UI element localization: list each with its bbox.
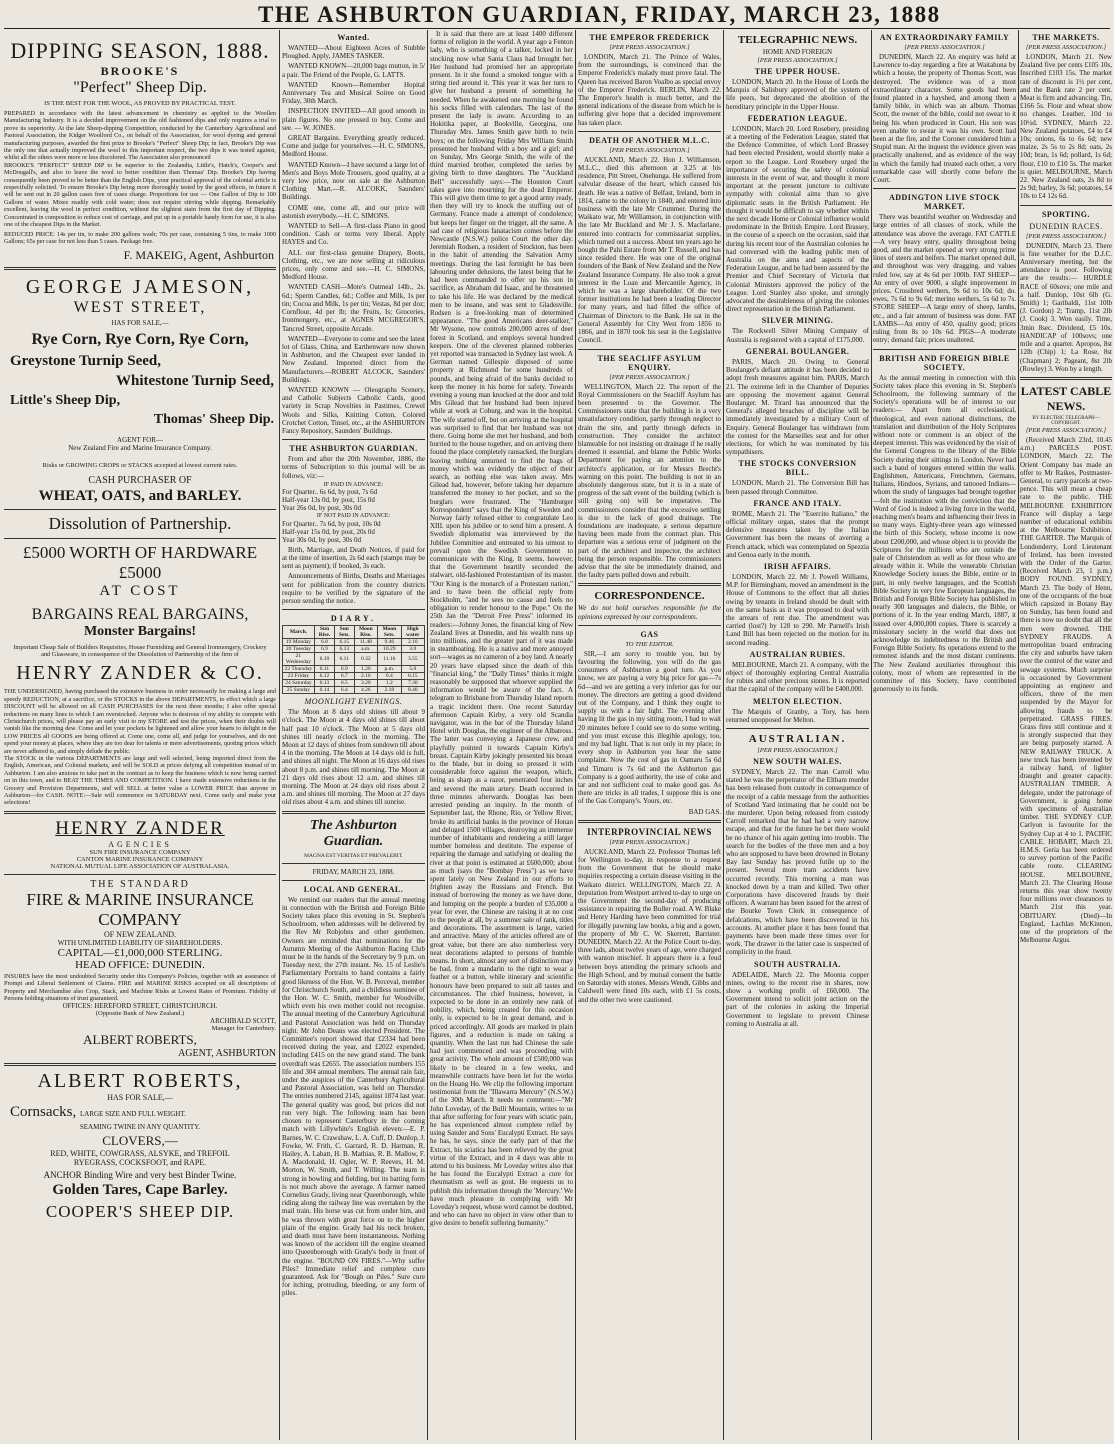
roberts-clovers: CLOVERS,—	[102, 1133, 178, 1149]
diary-cell: 0.32	[354, 653, 378, 666]
gas-signature: BAD GAS.	[688, 807, 721, 816]
diary-row	[283, 646, 425, 653]
divider	[4, 1063, 276, 1066]
roberts-cornsacks	[10, 1104, 270, 1121]
seacliff-text: WELLINGTON, March 22. The report of the Royal Commissioners on the Seacliff Asylum has been presented to the Governor. The Commissioners state that the building is in a very unsatisfactory condition, partly through neglect to drain the site, and partly through defects in construction. They consider the architect blameable for not insisting on drainage if he really deemed it essential, and blame the Public Works Department for paying an attention to the architect's application, or for Messrs Brecht's warning on this point. The building is not in an absolutely dangerous state, but it is in a state of progress of the salt event of the building (which is still going on) will be imperative. The commissioners consider that the excessive settling is due to the lack of good drainage. The foundations are inadequate, a serious departure having been made from the contract plan. This departure was a serious error of judgment on the part of the architect and inspector, the architect being the person responsible. The commissioners advise that the site be immediately drained, and the faulty parts pulled down and rebuilt.	[578, 382, 721, 580]
standard-opposite: (Opposite Bank of New Zealand.)	[95, 1010, 185, 1018]
boulanger-heading: GENERAL BOULANGER.	[745, 346, 850, 356]
bible-society-heading: BRITISH AND FOREIGN BIBLE SOCIETY.	[879, 353, 1010, 372]
press-association: [PER PRESS ASSOCIATION.]	[1025, 426, 1107, 434]
death-text: AUCKLAND, March 22. Hon J. Williamson, M.L.C., died this afternoon at 3.25 at his residence, Pitt Street, Onehunga. He suffered from valvular disease of the heart, which caused his death. He was a native of Belfast, Ireland, born in 1814, came to the colony in 1840, and entered into business with the late Mr Crummer. During the Waikato war, Mr Williamson, in conjunction with the late Mr Buckland and Mr J. S. Macfarlane, entered into contracts for commissariat supplies, which turned out a success. About ten years ago he bought the Pahi Estate from Mr T. Russell, and has since resided there. He was one of the original founders of the Bank of New Zealand and the New Zealand Insurance Company. He also took a great interest in the Loan and Mercantile Agency, in which he was a large shareholder. Of the two former institutions he had been a leading Director for many years, and had filled the office of Chairman of Directors to the Bank. He sat in the General Assembly for City West from 1856 to 1866, and in 1870 took his seat in the Legislative Council.	[578, 155, 721, 345]
diary-cell: 1.2	[378, 680, 401, 687]
column-divider	[871, 30, 872, 1440]
moonlight-text: The Moon at 8 days old shines till about 9 o'clock. The Moon at 4 days old shines till about half past 10 o'clock. The Moon at 5 days old shines till nearly o'clock in the morning. The Moon at 12 days of shines from sundown till about 4 in the morning. The Moon at 14 days old is full, and shines all night. The Moon at 16 days old rises about 8 p.m. and shines till morning. The Moon at 21 days old rises about 12 a.m. and shines till morning. The Moon at 24 days old rises about 2 a.m. and shines till morning. The Moon at 27 days old rises about 4 a.m. and shines till sunrise.	[282, 708, 425, 807]
rate-row: Year 26s 0d, by post, 30s 0d	[282, 503, 362, 512]
diary-cell: 10.29	[378, 646, 401, 653]
diary-cell: 6.9	[314, 646, 334, 653]
dissolution-heading: Dissolution of Partnership.	[48, 514, 232, 534]
wanted-ad: WANTED CASH—Mote's Oatmeal 14lb., 2s. 6d.; Sperm Candles, 6d.; Coffee and Milk, 1s per tin; Cocoa and Milk, 1s per tin; Vestas, 8d per doz; Cornflour, 4d per lb; the Fruits, Is; Groceries, Ironmongery, etc., at AGNES MCGREGOR'S, Tancred Street, opposite Arcade.	[282, 283, 425, 333]
jameson-street: WEST STREET,	[73, 299, 207, 317]
silver-heading: SILVER MINING.	[761, 316, 834, 326]
diary-cell: a.m.	[354, 646, 378, 653]
important-sale: Important Cheap Sale of Builders Requisites, House Furnishing and General Ironmongery, Crockery and Glassware, in consequence of the Dissolution of Partnership of the firm of	[13, 644, 267, 659]
news-column	[578, 30, 721, 1440]
interprovincial-text: AUCKLAND, March 22. Professor Thomas left for Wellington to-day, in response to a request from the Government that he should make inquiries respecting a certain disease visiting in the Waikato district. WELLINGTON, March 22. A deputation from Westport arrived to-day to urge on the Government the second-day of producing assistance in repairing the Buller road. A W. Blake and Henry Harding have been committed for trial for illegally pawning law books, a big and a gown, the property of Mr C. W. Skerrett, Barrister. DUNEDIN, March 22. At the Police Court to-day, three lads, about twelve years of age, were charged with wanton mischief. It appears there is a feud between boys attending the primary schools and the High School, and by mutual consent the battle on Saturday with stones. Messrs Wendt, Gibbs and Caldwell were fined 10s each, with £1 5s costs, and the other two were cautioned.	[578, 847, 721, 1004]
diary-cell: 2.10	[401, 639, 424, 646]
emperor-text: LONDON, March 21. The Prince of Wales, from the surroundings, is convinced that the Emperor Frederick's malady must prove fatal. The Queen has received Baron Voalbo as special envoy of the Emperor Frederick. BERLIN, March 22. The Emperor's health is much better, and the general indications of the disease from which he is suffering give hope that a decided improvement has taken place.	[578, 53, 721, 127]
diary-cell: 6.11	[335, 653, 355, 666]
diary-cell: 6.4	[335, 687, 355, 694]
diary-row	[283, 680, 425, 687]
diary-cell: 6.7	[335, 673, 355, 680]
wanted-ad: WANTED—Everyone to come and see the latest lot of Glass, China, and Earthenware now shown in Ashburton, and the Cheapest ever landed in New Zealand. Imported direct from the Manufacturers.—ROBERT ALCOCK, Saunders' Buildings.	[282, 334, 425, 384]
divider	[1020, 205, 1112, 206]
standard-capital: CAPITAL—£1,000,000 STERLING.	[57, 946, 223, 959]
albert-roberts: ALBERT ROBERTS,	[37, 1070, 243, 1093]
divider	[4, 538, 276, 539]
paid-in-advance: IF PAID IN ADVANCE:	[323, 481, 384, 488]
roberts-ryegrass: RYEGRASS, COCKSFOOT, and RAPE.	[73, 1158, 207, 1168]
melton-heading: MELTON ELECTION.	[753, 696, 842, 706]
brooke-title: BROOKE'S	[100, 64, 180, 78]
jameson-greystone: Greystone Turnip Seed,	[10, 353, 162, 370]
press-association: [PER PRESS ASSOCIATION.]	[904, 44, 985, 51]
standard-scott: ARCHIBALD SCOTT,	[210, 1017, 276, 1026]
divider	[282, 811, 425, 814]
jameson-whitestone: Whitestone Turnip Seed,	[116, 373, 274, 390]
rate-row: For Quarter.. 7s 6d, by post, 10s 0d	[282, 519, 381, 528]
cornsacks-label: Cornsacks,	[10, 1104, 77, 1121]
family-bible-column	[873, 30, 1016, 1440]
press-association: [PER PRESS ASSOCIATION.]	[757, 57, 838, 64]
cable-copyright: BY ELECTRIC TELEGRAPH—COPYRIGHT.	[1032, 415, 1100, 426]
wanted-ad: WANTED to Sell—A first-class Piano in good condition. Cash or terms very liberal. Apply HAYES and Co.	[282, 222, 425, 247]
henry-zander-co: HENRY ZANDER & CO.	[16, 662, 264, 685]
diary-cell: 23 Friday	[283, 673, 315, 680]
masthead-rule	[4, 28, 1110, 29]
come-one-ad: COME one, come all, and our price will astonish everybody.—H. C. SIMONS.	[282, 203, 425, 220]
diary-row	[283, 687, 425, 694]
diary-column-header: Sun Rise.	[314, 626, 334, 639]
jameson-nz-fire: New Zealand Fire and Marine Insurance Company.	[68, 444, 212, 453]
correspondence-note: We do not hold ourselves responsible for the opinions expressed by our correspondents.	[578, 604, 721, 621]
column-divider	[427, 30, 428, 1440]
diary-cell: 6.11	[314, 666, 334, 673]
bible-society-text: As the annual meeting in connection with this Society takes place this evening in St. Stephen's Schoolroom, the following summary of the Society's operations will be of interest to our readers:— Apart from all ecclesiastical, theological, and even national distinctions, the translation and distribution of the Holy Scriptures without note or comment is an object of the deepest interest. This was evidenced by the visit of the General Congress to the library of the Bible Society during their sittings in London. Never had such a band of tongues entered within the walls. Englishmen, Americans, Frenchmen, Germans, Italians, Hindoos, Syrians, and tattooed Indians—whom the study of languages had brought together—felt the institution with the conviction that the Word of God is indeed a living force in the world, reaching men's hearts and influencing their lives in so many ways. Eighty-three years ago witnessed the birth of this Society, whose income is now about £200,000, and whose object is to provide the Scriptures for the millions who are outside the pale of Christendom as well as for those who are already within it. While the venerable Christian Knowledge Society issues the Bible, entire or in part, in only twelve languages, and the Scottish Bible Society in very few European languages, the British and Foreign Bible Society has published in nearly 300 languages and dialects, the Bible, or portions of it. In the year ending March, 1887, it issued over 4,000,000 copies. There is scarcely a missionary society in the world that does not acknowledge its indebtedness to the British and Foreign Bible Society. Its operations extend to the remotest islands and the most distant continents. The New Zealand auxiliaries throughout this colony, most of whom are represented in the committee of this Society, have contributed generously to its funds.	[873, 373, 1016, 694]
divider	[4, 811, 276, 814]
brooke-subtitle: "Perfect" Sheep Dip.	[73, 79, 207, 96]
diary-cell: 6.10	[314, 653, 334, 666]
divider	[726, 728, 869, 729]
diary-cell: 3.0	[401, 646, 424, 653]
gas-letter: SIR,—I am sorry to trouble you, but by favouring the following, you will do the gas consumers of Ashburton a good turn. As you know, we are paying a very big price for gas—7s 6d—and we are getting a very inferior gas for our money. The directors are getting a good dividend out of the Company, and I think they ought to supply us with a fair light. The evening after having lit the gas in my sitting room, I had to wait 20 minutes before I could see to do some writing, and you must excuse this illegible apology, too, and my bad light. That is not only in my place; in every shop in Ashburton you hear the same complaint. Now the cost of gas in Oamaru 5s 6d and Timaru is 7s 6d and the Ashburton gas Company is a good authority, the use of coke and tar and not sufficient coal to make good gas. As there are tricks in all trades, I suppose this is one of the Gas Company's. Yours, etc.	[578, 649, 721, 806]
diary-cell: 6.15	[401, 673, 424, 680]
divider	[4, 509, 276, 510]
brooke-agent: F. MAKEIG, Agent, Ashburton	[123, 248, 274, 263]
jameson-rye-corn: Rye Corn, Rye Corn, Rye Corn,	[31, 331, 249, 349]
diary-row	[283, 673, 425, 680]
markets-text: LONDON, March 21. New Zealand five per cents £105 10s, Inscribed £103 15s. The market rate of discount is 1½ per cent, and the Bank rate 2 per cent. Meat is firm and advancing. Tin, £166 5s. Flour and wheat show no changes. Leather, 10d to 10½d. SYDNEY, March 22. New Zealand potatoes, £4 to £4 10s; onions, 6s to 6s 6d; new maize, 2s 5s to 2s 8d; oats, 2s 10d; bran, 1s 6d; pollard, 1s 6d; flour, £10 to £10 5s. The market is quiet. MELBOURNE, March 22. New Zealand oats, 2s 8d to 2s 9d; barley, 3s 6d; potatoes, £4 10s to £4 12s 6d.	[1020, 53, 1112, 201]
gas-heading: GAS	[640, 629, 659, 639]
standard-agent: ALBERT ROBERTS,	[83, 1032, 197, 1048]
stocks-heading: THE STOCKS CONVERSION BILL.	[738, 459, 857, 478]
henry-zander: HENRY ZANDER	[55, 817, 225, 839]
monster-bargains: Monster Bargains!	[83, 624, 197, 640]
standard-the: THE STANDARD	[90, 878, 190, 890]
wanted-ad: WANTED—About Eighteen Acres of Stubble Ploughed. Apply, JAMES TASKER.	[282, 44, 425, 61]
roberts-coopers-dip: COOPER'S SHEEP DIP.	[45, 1202, 235, 1222]
diary-cell: 25 Sunday	[283, 687, 315, 694]
inspection-ad: INSPECTION INVITED—All good smooth in plain figures. No one pressed to buy. Come and see. — W. JONES.	[282, 107, 425, 132]
jameson-littles-dip: Little's Sheep Dip,	[10, 393, 121, 409]
diary-cell: 9.46	[378, 639, 401, 646]
stocks-text: LONDON, March 21. The Conversion Bill has been passed through Committee.	[726, 479, 869, 496]
diary-cell: 24 Saturday	[283, 680, 315, 687]
diary-cell: 6.12	[314, 673, 334, 680]
diary-cell: 4.26	[354, 687, 378, 694]
roberts-anchor: ANCHOR Binding Wire and very best Binder Twine.	[43, 1170, 237, 1181]
classifieds-column	[282, 30, 425, 1440]
great-bargains-ad: GREAT Bargains. Everything greatly reduced. Come and judge for yourselves.—H. C. SIMONS, Medford House.	[282, 134, 425, 159]
diary-cell: 3.20	[354, 680, 378, 687]
diary-cell: 20 Tuesday	[283, 646, 315, 653]
diary-table	[282, 625, 425, 694]
france-italy-text: ROME, March 21. The "Esercito Italiano," the official military organ, states that the prompt defensive measures taken by the Italian Government has been the means of averting a French attack, which was contemplated on Spezzia and Genoa early in the month.	[726, 509, 869, 559]
death-heading: DEATH OF ANOTHER M.L.C.	[589, 135, 710, 145]
hardware-worth: £5000 WORTH OF HARDWARE £5000	[22, 543, 258, 583]
guardian-date: FRIDAY, MARCH 23, 1888.	[312, 867, 395, 876]
dipping-season-heading: DIPPING SEASON, 1888.	[10, 38, 270, 63]
diary-column-header: Moon Sets.	[378, 626, 401, 639]
divider	[282, 863, 425, 864]
bargains-heading: BARGAINS REAL BARGAINS,	[31, 606, 249, 624]
diary-cell: 21 Wednesday	[283, 653, 315, 666]
diary-cell: 0.4	[378, 673, 401, 680]
subscription-rates	[282, 488, 425, 544]
jameson-wheat: WHEAT, OATS, and BARLEY.	[38, 488, 242, 505]
jameson-cash-purchaser: CASH PURCHASER OF	[88, 475, 192, 487]
standard-nz: OF NEW ZEALAND.	[103, 929, 177, 939]
divider	[578, 625, 721, 626]
telegraphic-heading: TELEGRAPHIC NEWS.	[737, 34, 858, 46]
diary-cell: 6.13	[314, 680, 334, 687]
divider	[578, 820, 721, 823]
local-general-heading: LOCAL AND GENERAL.	[303, 884, 404, 894]
wanted-ad: WANTED KNOWN—20,000 bags mutton, in 5/ a pair. The Friend of the People, G. LATTS.	[282, 62, 425, 79]
latest-cable-heading: LATEST CABLE NEWS.	[1020, 383, 1112, 413]
standard-offices: OFFICES: HEREFORD STREET, CHRISTCHURCH.	[62, 1002, 218, 1011]
press-association: [PER PRESS ASSOCIATION.]	[609, 373, 690, 381]
press-association: [PER PRESS ASSOCIATION.]	[609, 146, 690, 154]
correspondence-heading: CORRESPONDENCE.	[594, 590, 705, 603]
standard-body: INSURES have the most undoubted Security under this Company's Policies, together with an assurance of Prompt and Liberal Settlement of Claims. FIRE and MARINE RISKS accepted on all descriptions of Property and Merchandise also Crop, Stack, and Machine Risks at Lowest Rates of Premium. Fidelity of Persons holding situations of trust guaranteed.	[4, 972, 276, 1003]
telegraphic-column	[726, 30, 869, 1440]
guardian-motto: MAGNA EST VERITAS ET PREVALEBIT.	[304, 852, 403, 859]
latest-cable-text: (Received March 23rd, 10.45 a.m.) PARCELS POST. LONDON, March 22. The Orient Company has made an offer to Mr Raikes, Postmaster-General, to carry parcels at two-pence. This will mean a cheap rate to the public. THE MELBOURNE EXHIBITION France will display a large number of educational exhibits at the Melbourne Exhibition. THE GARTER. The Marquis of Londonderry, Lord Lieutenant of Ireland, has been invested with the Order of the Garter. (Received March 23, 1 p.m.) BODY FOUND. SYDNEY, March 23. The body of Henn, one of the occupants of the boat which capsized in Botany Bay on Sunday, has been found and there is now no doubt that all the men were drowned. THE SYDNEY FRAUDS. A metropolitan board embracing the city and suburbs have taken over the control of the water and sewage systems. Much surprise is occasioned by Government appointing as engineer and officers, three of the men suspended by the Mayor for allowing frauds to be perpetrated. GRASS FIRES. Grass fires still continue and it is strongly suspected that they are being purposely started. A NEW RAILWAY TRUCK. A new truck has been invented by a railway hand, of lighter draught and greater capacity. AUSTRALIAN TIMBER. A delegate, under the patronage of Government, is going home with specimens of Australian timber. THE SYDNEY CUP. Carlyon is favourite for the Sydney Cup at 4 to 1. PACIFIC CABLE. HOBART, March 23. H.M.S. Geria has been ordered to survey portion of the Pacific cable route. CLEARING HOUSE. MELBOURNE, March 23. The Clearing House returns this year show twenty four millions over clearances to March 21st this year. OBITUARY. (Died)—In England, Lachlan McKinnon, one of the proprietors of the Melbourne Argus.	[1020, 435, 1112, 945]
diary-cell: 6.8	[314, 639, 334, 646]
sporting-heading: SPORTING.	[1041, 209, 1090, 219]
zander-body: THE UNDERSIGNED, having purchased the extensive business in order necessarily for making a large and speedy REDUCTION, at a sacrifice, or the STOCKS in the above DEPARTMENTS, to effect which a large DISCOUNT will be allowed on all CASH PURCHASES for the next three months; I also offer special reductions on many lines to which I am overstocked. Anyone who is desirous of my ability to compete with Christchurch prices, will please pay an early visit to my STORE and test the prices, when their doubts will vanish like the morning dew. Come and let your pockets be lightened and allow your hearts to delight in the LOW PRICES all GOODS are being offered at. Come one, come all, and judge for yourselves, and do not spend your money at places, where they are too dear for talents or mere advertisements, quoting prices which are never adhered to, and simply delude the public.	[4, 688, 276, 755]
diary-cell: 11.48	[354, 639, 378, 646]
press-association: [PER PRESS ASSOCIATION.]	[1025, 44, 1107, 51]
irish-heading: IRISH AFFAIRS.	[763, 561, 832, 571]
roberts-golden-tares: Golden Tares, Cape Barley.	[52, 1182, 228, 1199]
diary-cell: 22 Thursday	[283, 666, 315, 673]
jameson-has-for-sale: HAS FOR SALE,—	[111, 319, 169, 328]
all-drapery-ad: ALL our first-class genuine Drapery, Boots, Clothing, etc., we are now selling at ridiculous prices, only come and see.—H. C. SIMONS, Medford House.	[282, 248, 425, 282]
diary-column-header: Moon Rise.	[354, 626, 378, 639]
seacliff-heading: THE SEACLIFF ASYLUM ENQUIRY.	[597, 353, 702, 372]
home-foreign: HOME AND FOREIGN	[762, 48, 833, 56]
diary-row	[283, 653, 425, 666]
rate-row: For Quarter.. 6s 6d, by post, 7s 6d	[282, 487, 378, 496]
jameson-name: GEORGE JAMESON,	[25, 276, 255, 299]
nsw-text: SYDNEY, March 22. The man Carroll who stated he was the perpetrator of the Eltham murder has been released from custody in consequence of the receipt of a cable message from the authorities of Scotland Yard intimating that he could not be the murderer. Upon being released from custody Carroll remarked that he had had a very narrow escape, and that for the future he bet there would be no chance of his again getting into trouble. The search for the bodies of the three men and a boy who are supposed to have been drowned in Botany Bay last Sunday has proved futile up to the present. Several more tram accidents have occurred recently. This morning a man was knocked down by a tram and killed. Two other Corporations have discovered frauds by their officers. A warrant has been issued for the arrest of the Bourke Town Clerk in consequence of defalcations, which have been discovered in his accounts. At another place it has been found that payments have been made three times over for work. The drawer in the latter case is suspected of complicity in the fraud.	[726, 768, 869, 957]
sa-text: ADELAIDE, March 22. The Moonta copper mines, owing to the recent rise in shares, now show a working profit of £60,000. The Government intend to solicit joint action on the part of the colonies in asking the Imperial Government to legislate to prevent Chinese coming to Australia at all.	[726, 970, 869, 1028]
divider	[578, 349, 721, 350]
advertisement-column	[4, 30, 276, 1440]
extraordinary-family-heading: AN EXTRAORDINARY FAMILY	[879, 33, 1010, 42]
press-association: [PER PRESS ASSOCIATION.]	[1025, 232, 1107, 240]
moonlight-heading: MOONLIGHT EVENINGS.	[304, 697, 403, 707]
rate-row: Half-year 13s 0d, by post, 15s 0d	[282, 495, 375, 504]
upper-house-heading: THE UPPER HOUSE.	[754, 67, 841, 76]
diary-cell: 11.16	[378, 653, 401, 666]
standard-name: FIRE & MARINE INSURANCE COMPANY	[26, 889, 254, 929]
press-association: [PER PRESS ASSOCIATION.]	[609, 44, 690, 51]
divider	[873, 349, 1016, 350]
emperor-heading: THE EMPEROR FREDERICK	[589, 33, 710, 42]
federation-text: LONDON, March 20. Lord Rosebery, presiding at a meeting of the Federation League, stated that the Defence Committee, of which Lord Brassey had been elected President, would shortly make a report to the League. Lord Rosebery urged the importance of securing the safety of colonial interests in the event of war, and thought it more important at the present juncture to cultivate sympathy with colonial aims than to give diplomatic seats in the British Parliament. He thought it would be difficult to say whether within the next decade Home or Colonial influence would predominate in the British Empire. Lord Brassey, in the course of a speech on the occasion, said that during his recent tour of the Australian colonies he had conversed with the leading public men of Australia on the aims and aspects of the Federation League, and he had been assured by the Premier and Chief Secretary of Victoria that Colonial Ministers approved the policy of the League. Lord Stanley also spoke, and strongly advocated the desirableness of giving the colonies direct representation in the British Parliament.	[726, 124, 869, 314]
divider	[1020, 377, 1112, 380]
divider	[282, 880, 425, 881]
diary-cell: 7.30	[401, 680, 424, 687]
wanted-ad: WANTED Known—Remember Hopital Anniversary Tea and Musical Soiree on Good Friday, 30th March.	[282, 80, 425, 106]
standard-agent-ashburton: AGENT, ASHBURTON	[178, 1048, 276, 1060]
roberts-twine: SEAMING TWINE IN ANY QUANTITY.	[79, 1123, 201, 1132]
canton-marine: CANTON MARINE INSURANCE COMPANY	[76, 855, 204, 863]
jameson-thomas-dip: Thomas' Sheep Dip.	[153, 412, 274, 428]
local-general-text: We remind our readers that the annual meeting in connection with the British and Foreign Bible Society takes place this evening in St. Stephen's Schoolroom, when addresses will be delivered by the Rev Mr Robjohns and other gentlemen. Owners are reminded that nominations for the Autumn Meeting of the Ashburton Racing Club must be in the hands of the Secretary by 9 p.m. on Tuesday next, the 27th instant. No. 15 of Leslie's Parliamentary Portraits to hand contains a fairly good likeness of the Hon. W. B. Perceval, member for Christchurch South, and a childless nominee of the Hon. W. C. Smith, member for Woodville, which even his own mother could not recognise. The annual meeting of the Canterbury Agricultural and Pastoral Association was held on Thursday night. Mr John Deans was elected President. The Committee's report showed that £2334 had been received during the year, and £2022 expended, including £415 on the new grand stand. The bank overdraft was £2655. The association numbers 155 life and 304 annual members. The annual rain fair, under the auspices of the Canterbury Agricultural and Pastoral Association, was held on Thursday. The entries numbered 2145, against 1874 last year. The general quality was good, but prices did not run very high. The following team has been chosen to represent Canterbury in the coming match with Lillywhite's English eleven:—E. P. Barnes, W. C. Crawshaw, L. A. Cuff, D. Dunlop, J. Fowke, W. Frith, C. Garrard, R. D. Harman, R. Hailey, A. Labatt, H. B. Mathias, R. B. Mallow, F. A. Macdonald, H. Ogler, W. P. Reeves, H. M. Morton, W. Smith, and T. Willing. The team is strong in bowling and fielding, but its batting form is not much above the average. A farmer named Cornelius Grady, living near Queenborough, while riding along the railway line was overtaken by the mail train. His horse was cut from under him, and he was thrown with great force on to the higher plain of the engine. Grady had his neck broken, and death must have been instantaneous. Nothing was known of the accident till the engine steamed into Queenborough with Grady's body in front of the engine. "BOUND ON FIRES."—Why suffer Piles? Immediate relief and complete cure guaranteed. Ask for "Bough on Piles." Sure cure for itching, protruding, bleeding, or any form of piles.	[282, 895, 425, 1298]
irish-text: LONDON, March 22. Mr J. Powell Williams, M.P. for Birmingham, moved an amendment in the House of Commons to the effect that all duties owing by tenants in Ireland should be dealt with on the same basis as it was proposed to deal with the arrears of rent due. The amendment was carried (lost?) by 128 to 290. Mr Parnell's Irish Land Bill has been rejected on the motion for its second reading.	[726, 572, 869, 647]
interprovincial-heading: INTERPROVINCIAL NEWS	[587, 826, 712, 837]
divider	[873, 188, 1016, 189]
zander-agencies: AGENCIES	[108, 839, 172, 849]
at-cost: AT COST	[99, 583, 181, 600]
diary-cell: 6.5	[335, 680, 355, 687]
column-divider	[723, 30, 724, 1440]
cornsacks-size: LARGE SIZE AND FULL WEIGHT.	[80, 1110, 186, 1119]
zander-body-2: The STOCK in the various DEPARTMENTS are large and well selected, being imported direct from the English, American, and Colonial markets, and will be SOLD at prices defying all competition instead of in Ashburton. I am also anxious to take part in the contract as to keep the business which is now being carried on in this town, and to BEAT THE TIMES AND COMPETITION. I have made extensive reductions in the Grocery and Provision Departments, and will SELL at better value a LOWER PRICE than anyone in Ashburton—for CASH. NOTE:—Sale will commence on SATURDAY next. Come early and make your selections!	[4, 754, 276, 807]
standard-liability: WITH UNLIMITED LIABILITY OF SHAREHOLDERS.	[57, 938, 223, 947]
rubies-text: MELBOURNE, March 21. A company, with the object of thoroughly exploring Central Australia for rubies and other precious stones. It is reported that the capital of the company will be £400,000.	[726, 660, 869, 694]
to-the-editor: TO THE EDITOR.	[625, 640, 674, 648]
diary-cell: 3.55	[401, 653, 424, 666]
sa-heading: SOUTH AUSTRALIA.	[754, 959, 841, 969]
standard-head-office: HEAD OFFICE: DUNEDIN.	[75, 958, 205, 971]
markets-heading: THE MARKETS.	[1032, 33, 1100, 42]
jameson-risks: Risks or GROWING CROPS or STACKS accepted at lowest current rates.	[42, 462, 238, 470]
federation-heading: FEDERATION LEAGUE.	[747, 113, 848, 123]
extraordinary-family-text: DUNEDIN, March 22. An enquiry was held at Lawrence to-day regarding a fire at Waitahuna by which a house, the property of Thomas Scott, was destroyed. The evidence was of a most extraordinary character. Some goods had been found planted in a hayshed, and among them a family bible, in which was an album. Thomas Scott, the owner of the bible, could not swear to it being his when produced in Court. His son was even unable to swear it was his own. Scott had been at the fire, and the Coroner considered him a Stupid man. At the inquest the evidence given was practically unaltered, and as evidence of the way in which the family had treated each other, a very remarkable case will shortly come before the Court.	[873, 53, 1016, 185]
column-divider	[575, 30, 576, 1440]
diary-cell: 5.0	[401, 666, 424, 673]
diary-row	[283, 639, 425, 646]
brooke-best: IS THE BEST FOR THE WOOL, AS PROVED BY PRACTICAL TEST.	[44, 100, 236, 107]
announcements-notice: Announcements of Births, Deaths and Marriages sent for publication from the country districts require to be verified by the signature of the person sending the notice.	[282, 572, 425, 605]
france-italy-heading: FRANCE AND ITALY.	[753, 498, 842, 508]
wanted-ad: WANTED KNOWN — Oleographs Scenery, and Catholic Subjects Catholic Cards, good variety in Scrap Novelties in Pastimes, Crewel Wools and Silks, Knitting Cotton, Colored Crotchet Cotton, Tinsel, etc., at the ASHBURTON Fancy Repository, Saunders' Buildings.	[282, 385, 425, 435]
press-association: [PER PRESS ASSOCIATION.]	[757, 747, 838, 754]
diary-row	[283, 666, 425, 673]
wanted-ad: WANTED Known—I have secured a large lot of Men's and Boys Mole Trousers, good quality, at a very low price, now on sale at the Ashburton Clothing Mart.—R. ALCOKK, Saunders' Buildings.	[282, 160, 425, 202]
diary-cell: p.m.	[378, 666, 401, 673]
sporting-text: DUNEDIN, March 23. There is fine weather for the D.J.C. Anniversary meeting, but the attendance is poor. Following are the results:— HURDLE RACE of 60sovs; one mile and a half. Dunlop, 10st 6lb (G. Smith) 1; Garibaldi, 11st 10lb (J. Gordon) 2; Tramp, 11st 2lb (J. Cook) 3. Won easily. Time, 3min 8sec. Dividend, £5 10s. HANDICAP of 100sovs; one mile and a quarter. Apropos, 8st 12lb (Chip) 1; La Rose, 8st (Chapman) 2; Pageant, 8st 2lb (Rowley) 3. Won by a length.	[1020, 241, 1112, 373]
wanted-heading: Wanted.	[337, 33, 370, 42]
diary-column-header: Sun Sets.	[335, 626, 355, 639]
divider	[578, 583, 721, 586]
rate-row: Year 30s 0d, by post, 30s 0d	[282, 535, 362, 544]
divider	[282, 609, 425, 610]
standard-manager: Manager for Canterbury.	[211, 1025, 276, 1033]
miscellany-text: It is said that there are at least 1400 different forms of religion in the world. A year ago a Fenton lady, who is something of a talker, locked in her stocking now what Santa Claus had brought her. Her husband had promised her an appropriate present. In it she found a smoked tongue with a string tied around it. This year it was her turn to give her husband a present of something he needed. When he awakened one morning he found his socks filled with calendars. The last of the present the lady is aware. According to an Hokitika paper, at Bookville, Georgina, one Thursday Mrs. James Smith gave birth to twin boys; on the following Friday Mrs William Smith presented her husband with a boy and a girl; and on Sunday, Mrs George Smith, the wife of the third married brother, completed the series by giving birth to three daughters. The "Auckland Bell" successfully says:—The Houston Court takes gave into mourning for the dead Emperor. This will give them time to get a good army ready, then they will try to knock the stuffing out of Germany. France made a attempt of condolence; but keeps her finger on the trigger, all the same. A sad case of religious fanatacism comes before the Newcastle (N.S.W.) police Court the other day. Jeremiah Rodsen, a resident of Stockton, has been in the habit of attending the Salvation Army meetings. During the last fortnight he has been labouring under delusions, the latest being that he had been commanded to offer up his son in sacrifice, as Abraham did Isaac, and he threatened to take his life. He was declared by the medical men to be insane, and was sent to Gladesville. Rodsen is a free-looking man of determined appearance. "The good Americans deer-stalker," Mr Wysone, now controls 200,000 acres of deer forest in Scotland, and employs several hundred keepers. One of the cleverest planned robberies yet reported was transacted in Sydney last week. A German named Gillespie disposed of some property at Richmond for some hundreds of pounds, and being afraid of the banks decided to keep the money in his home for safety. Towards evening a young man knocked at the door and told Mrs Gilead that her husband had been injured while at work at Coburg, and was in the hospital. The wife started off, but on arriving at the hospital was surprised to find that her husband was not there. Going home she met her husband, and both hurried to the house together, and on arriving there found the place completely ransacked, the burglars leaving nothing unturned to find the bags of money which was evidently the object of their search, as nothing else was taken away. Mrs Gilead had, however, before taking her departure transferred the money to her pocket, and so the burglars were frustrated. The "Hamburger Korrespondent" says that the King of Sweden and Norway fairly refused either to congratulate Leo XIII. upon his jubilee or to send him a present. A Swedish diplomatist was interviewed by the Jubilee Committee and entreated to his utmost to prevail upon the Swedish Government to communicate with the King. It seems, however, that the Government heartily seconded the stalwart, old-fashioned Protestantism of its master. "Our King is the monarch of a Protestant nation," and to have been the official reply from Stockholm, "and he sees no cause and feels no obligation to render honour to the Pope." On the 25th Jan the "Detroit Free Press" informed its readers:—Johnny Jones, the financial king of New Zealand lives at Dunedin, and his wealth runs up into millions, and the greater part of it was made in steamboating. He is a native and more annoyed sort—wages as no cameron of a boy land. A nearly 20 years have elapsed since the death of this "financial king," the "Daily Times" thinks it might reasonably be supposed that whoever supplied the information would be aware of the fact. A telegram to Brisbane from Thursday Island reports a tragic incident there. One recent Saturday afternoon Captain Kirby, a very old Scandia navigator, was in the bar of the Thursday Island Hotel with Douglas, the engineer of the Albatross. The latter was conveying a Japanese crew, and playfully pointed it towards Captain Kirby's breast. Captain Kirby jokingly presented his breast to the blade, but in doing so pressed it with considerable force against the weapon, which, being as sharp as a razor, penetrated four inches and severed the main artery. Death occurred in three minutes afterwards. Douglas has been arrested pending an inquiry. In the month of September last, the Rhone, Rio, or Yellow River, broke its artificial banks in the province of Honan and deluged 1500 villages, destroying an immense number of inhabitants and rendering a still larger number homeless and destitute. The expense of repairing the damage and satisfying or dealing the river at that point is estimated at £600,000; about as much (says the "Bombay Press") as we have spent lately on New Zealand in our efforts to frighten away the Russians and French. But instead of borrowing the money as we have done, and lumping on the people a burden of £35,000 a year for ever, the Chinese are raising it at no cost to the people at all, by a summer sale of rank, titles and decorations. The assortment is large, varied and attractive. Many of the articles offered are of great value, but there are also numberless very neat decorations adapted to persons of humble means. In short, almost any sort of distinction may be had, from a mandarin to the right to wear a feather or a button, while itinerary and scientific honours have been prepared to suit all tastes and circumstances. The chief business, however, is expected to be done in an entirely new rank of nobility, which, being created for this occasion only, is expected to be in great demand, and is priced accordingly. All goods are marked in plain figures, and a reduction is made on taking a quantity. When the last run had Chinese the sale had just commenced and was proceeding with great activity. The whole amount of £500,000 was likely to be cleared in a few weeks, and meanwhile contracts have been let for the works on the Hoang Ho. We clip the following important testimonial from the "Illawarra Mercury" (N.S.W.) of the 30th March. It needs no comment:—"Mr John Loveday, of the Bulli Mountain, writes to us that after suffering for four years with sciatic pain, he has experienced almost complete relief by using Sander and Sons' Eucalypti Extract. He says he has, he says, since the early part of that the Extract, his sciatica has been relieved by the great virtue of the Extract, and in 4 days was able to attend to his business. Mr Loveday writes also that he has found the Eucalypti Extract a cure for rheumatism as well as gout. He requests us to publish this information through the 'Mercury.' We have much pleasure in complying with Mr Loveday's request, whose word cannot be doubted, and who can have no object in view other than to give desire to benefit suffering humanity."	[430, 30, 573, 1228]
divider	[578, 131, 721, 132]
diary-cell: 2.16	[354, 673, 378, 680]
addington-text: There was beautiful weather on Wednesday and large entries of all classes of stock, while the attendance was above the average. FAT CATTLE—A very heavy entry, quality throughout being good, and the market opened at very strong prime lines of steers and heifers. The market opened dull, and throughout was very dragging, and values ruled low, say at 4s 6d per 100lb. FAT SHEEP—An entry of over 9000, a slight improvement in prices. Crossbred wethers, 9s 6d to 10s 6d; do. ewes, 7s 6d to 9s 6d; merino wethers, 5s 6d to 7s. STORE SHEEP—A large entry of sheep, lambs, etc., and a fair amount of business was done. FAT LAMBS—An entry of 450, quality good; prices ruling from 8s to 10s 6d. PIGS—A moderate entry; demand fair; prices unaltered.	[873, 213, 1016, 345]
guardian-terms-heading: THE ASHBURTON GUARDIAN.	[289, 444, 418, 454]
diary-column-header: March.	[283, 626, 315, 639]
boulanger-text: PARIS, March 20. Owing to General Boulanger's defiant attitude it has been decided to adopt fresh measures against him. PARIS, March 21. The extreme left in the Chamber of Deputies are opposing the movement against General Boulanger. M. Tirard has announced that the General's alleged breaches of discipline will be immediately investigated by a military Court of Enquiry. General Boulanger has withdrawn from the contest for the Marseilles seat and for other elections, for which he was nominated by his sympathisers.	[726, 357, 869, 457]
divider	[4, 874, 276, 875]
diary-heading: DIARY.	[330, 614, 377, 624]
diary-cell: 6.13	[335, 646, 355, 653]
press-association: [PER PRESS ASSOCIATION.]	[609, 838, 690, 846]
jameson-agent-for: AGENT FOR—	[117, 436, 163, 445]
melton-text: The Marquis of Granby, a Tory, has been returned unopposed for Melton.	[726, 707, 869, 724]
rubies-heading: AUSTRALIAN RUBIES.	[749, 649, 846, 659]
column-divider	[279, 30, 280, 1440]
silver-text: The Rockwell Silver Mining Company of Australia is registered with a capital of £175,000.	[726, 327, 869, 344]
diary-cell: 19 Monday	[283, 639, 315, 646]
not-paid-in-advance: IF NOT PAID IN ADVANCE:	[316, 512, 391, 519]
births-notice: Birth, Marriage, and Death Notices, if paid for at the time of insertion, 2s 6d each (stamps may be sent as payment); if booked, 3s each.	[282, 545, 425, 571]
brooke-price: REDUCED PRICE: 14s per tin, to make 200 gallons wash; 70s per case, containing 5 tins, to make 1000 Gallons; 65s per case for not less than 5 cases. Package free.	[4, 230, 276, 245]
divider	[4, 267, 276, 270]
brooke-body: PREPARED in accordance with the latest advancement in chemistry as applied to the Woollen Manufacturing Industry. It is a decided improvement on the old fashioned dips and only requires a trial to prove its superiority. At the late Sheep-dipping Competition, conducted by the Canterbury Agricultural and Pastoral Association, the Kidger Woolford Co., on behalf of the Association, for wool dyeing and general manufacturing purposes, awarded the first prize to Brooke's "Perfect" Sheep Dip; in fact, Brooke's Dip was the only one that actually improved the wool to this important respect, the two dips it was tested against, whilst all the others were more or less discolored. The Association also pronounced	[4, 110, 276, 162]
upper-house-text: LONDON, March 20. In the House of Lords the Marquis of Salisbury approved of the system of life peers, but deprecated the abolition of the hereditary principle in the Upper House.	[726, 78, 869, 111]
roberts-has-for-sale: HAS FOR SALE,—	[107, 1093, 173, 1103]
dunedin-races-heading: DUNEDIN RACES.	[1029, 221, 1103, 231]
miscellany-column	[430, 30, 573, 1440]
guardian-title: The Ashburton Guardian.	[309, 817, 397, 849]
diary-cell: 6.9	[335, 666, 355, 673]
divider	[282, 439, 425, 440]
diary-cell: 6.14	[314, 687, 334, 694]
nsw-heading: NEW SOUTH WALES.	[753, 757, 842, 766]
diary-cell: 1.20	[354, 666, 378, 673]
markets-column	[1020, 30, 1112, 1440]
diary-cell: 8.40	[401, 687, 424, 694]
masthead-title: THE ASHBURTON GUARDIAN, FRIDAY, MARCH 23, 1888	[258, 2, 941, 27]
addington-heading: ADDINGTON LIVE STOCK MARKET.	[888, 193, 1001, 212]
rate-row: Half-year 15s 0d, by post, 20s 0d	[282, 527, 375, 536]
roberts-red-white: RED, WHITE, COWGRASS, ALSYKE, and TREFOIL	[50, 1149, 230, 1159]
brooke-body-2: BROOKE'S "PERFECT" SHEEP DIP to be superior to the Zealandia, Little's, Hatch's, Cooper's and McDougall's, and also to leave the wool to better condition than Thomas' Dip. Brooke's Dip having consequently been proved to be better than the English Dips, your practical approval of the colonial article is respectfully solicited. To ensure Brooke's Dip being more thoroughly tested by the good effects, in future it will be sent out in 20 gallon cases free of cases charge. Proportions for use — One Gallon of Dip to 100 Gallons of water. Mixes readily with cold water; does not require stirring while dipping. Remarkably excellent, leaving the wool in perfect condition, without the slightest stain from the first day of Dipping. Concentrated in composition to reduce cost of carriage, and put up in a portable handy form for use, it is also one of the cheapest Dips in the Market.	[4, 161, 276, 229]
diary-cell: 6.15	[335, 639, 355, 646]
diary-column-header: High water	[401, 626, 424, 639]
column-divider	[1018, 30, 1019, 1440]
national-mutual: NATIONAL MUTUAL LIFE ASSOCIATION OF AUSTRALASIA.	[50, 862, 230, 870]
guardian-terms: From and after the 20th November, 1886, the terms of Subscription to this journal will be as follows, viz:—	[282, 455, 425, 480]
australian-heading: AUSTRALIAN.	[748, 733, 847, 745]
diary-cell: 2.18	[378, 687, 401, 694]
sun-fire: SUN FIRE INSURANCE COMPANY	[89, 848, 191, 856]
